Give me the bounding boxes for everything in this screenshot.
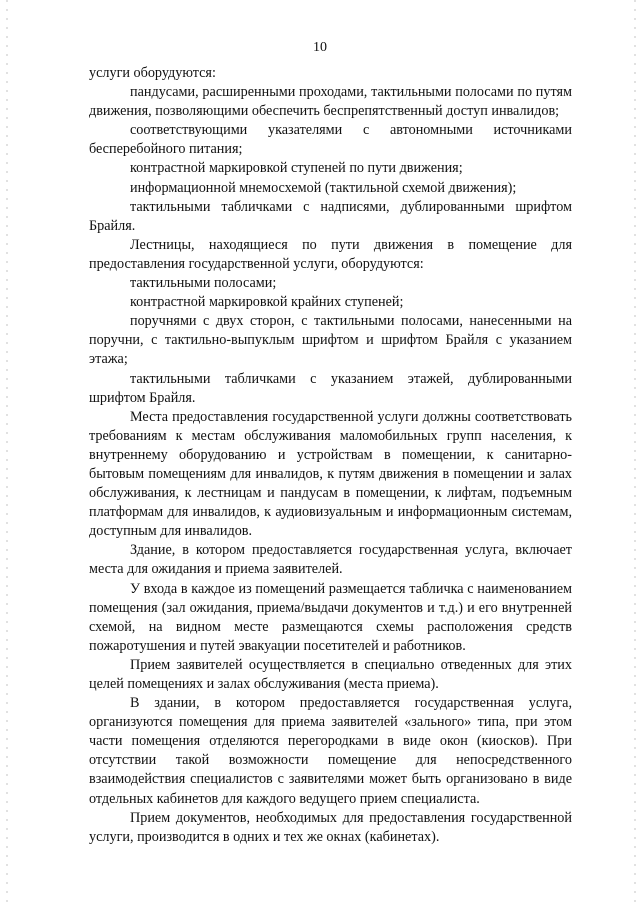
scan-edge-left (6, 0, 8, 905)
paragraph: Места предоставления государственной услуги должны соответствовать требованиям к местам обслуживания маломобильных групп населения, к внутреннему оборудованию и устройствам в помещении, к санитарно-бытовым помещениям для инвалидов, к путям движения в помещении и залах обслуживания, к лестницам и пандусам в помещении, к лифтам, подъемным платформам для инвалидов, к аудиовизуальным и информационным системам, доступным для инвалидов. (89, 408, 572, 540)
paragraph: соответствующими указателями с автономными источниками бесперебойного питания; (89, 122, 572, 158)
paragraph: контрастной маркировкой ступеней по пути движения; (130, 160, 463, 177)
page-number: 10 (313, 40, 327, 55)
paragraph: Здание, в котором предоставляется государственная услуга, включает места для ожидания и приема заявителей. (89, 542, 572, 578)
paragraph: контрастной маркировкой крайних ступеней; (130, 294, 404, 311)
paragraph: услуги оборудуются: (89, 65, 216, 81)
paragraph: Лестницы, находящиеся по пути движения в помещение для предоставления государственной услуги, оборудуются: (89, 236, 572, 272)
document-body (89, 64, 572, 847)
paragraph: Прием заявителей осуществляется в специально отведенных для этих целей помещениях и залах обслуживания (места приема). (89, 656, 572, 692)
paragraph: информационной мнемосхемой (тактильной схемой движения); (130, 179, 517, 196)
paragraph: У входа в каждое из помещений размещается табличка с наименованием помещения (зал ожидания, приема/выдачи документов и т.д.) и его внутренней схемой, на видном месте размещаются схемы расположения средств пожаротушения и путей эвакуации посетителей и работников. (89, 580, 572, 654)
paragraph: поручнями с двух сторон, с тактильными полосами, нанесенными на поручни, с тактильно-выпуклым шрифтом и шрифтом Брайля с указанием этажа; (89, 313, 572, 368)
scan-edge-right (634, 0, 636, 905)
paragraph: пандусами, расширенными проходами, тактильными полосами по путям движения, позволяющими обеспечить беспрепятственный доступ инвалидов; (89, 84, 572, 120)
paragraph: тактильными табличками с надписями, дублированными шрифтом Брайля. (89, 198, 572, 234)
paragraph: тактильными табличками с указанием этажей, дублированными шрифтом Брайля. (89, 370, 572, 406)
paragraph: Прием документов, необходимых для предоставления государственной услуги, производится в одних и тех же окнах (кабинетах). (89, 809, 572, 845)
paragraph: В здании, в котором предоставляется государственная услуга, организуются помещения для приема заявителей «зального» типа, при этом части помещения отделяются перегородками в виде окон (киосков). При отсутствии такой возможности помещение для непосредственного взаимодействия специалистов с заявителями может быть организовано в виде отдельных кабинетов для каждого ведущего прием специалиста. (89, 695, 572, 807)
paragraph: тактильными полосами; (130, 275, 277, 292)
